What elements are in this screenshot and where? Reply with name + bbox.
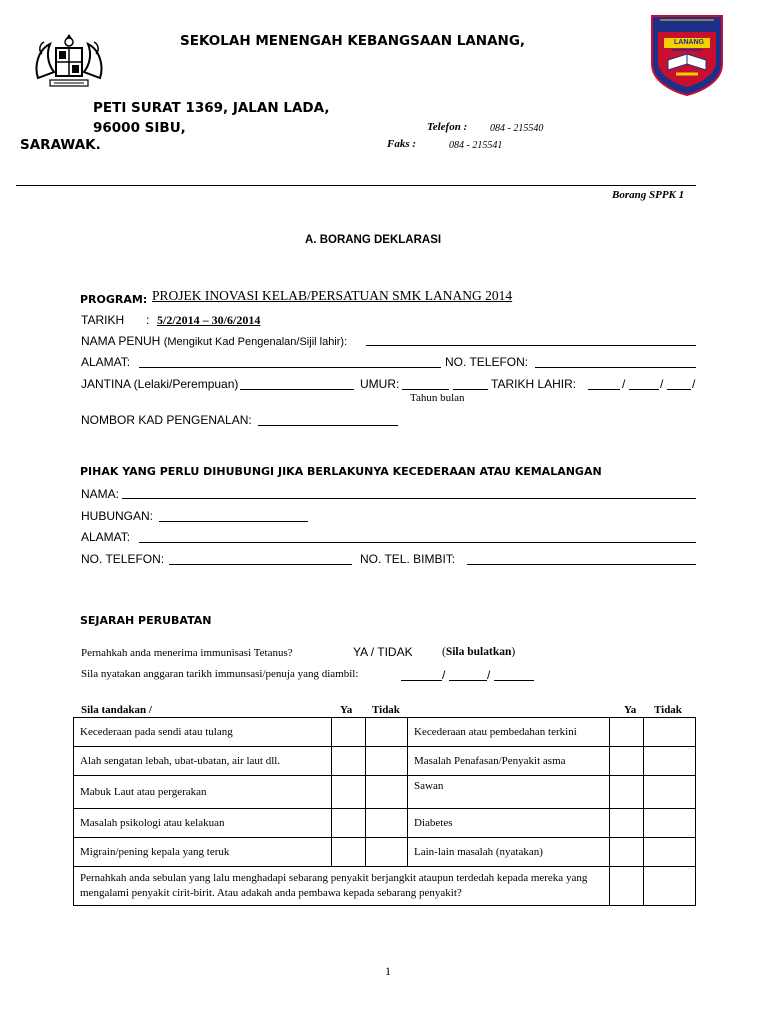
tetanus-note-close: ): [511, 646, 516, 658]
tarikh-label: TARIKH: [81, 313, 125, 327]
contact-no-tel-bimbit-field[interactable]: [467, 564, 696, 565]
contact-no-tel-bimbit-label: NO. TEL. BIMBIT:: [360, 552, 456, 566]
immunisation-slash-1: /: [442, 668, 446, 682]
checkbox-ya[interactable]: [610, 776, 644, 809]
checkbox-ya[interactable]: [610, 809, 644, 838]
infectious-disease-question: Pernahkah anda sebulan yang lalu menghadapi sebarang penyakit berjangkit ataupun terdedah kepada mereka yang mengalami penyakit cirit-birit. Atau adakah anda pembawa kepada sebarang penyakit?: [74, 867, 610, 906]
no-telefon-label: NO. TELEFON:: [445, 355, 529, 369]
umur-label: UMUR:: [360, 377, 400, 391]
tarikh-lahir-month-field[interactable]: [629, 389, 659, 390]
jantina-label: JANTINA (Lelaki/Perempuan): [81, 377, 239, 391]
program-value: PROJEK INOVASI KELAB/PERSATUAN SMK LANANG 2014: [152, 288, 513, 303]
table-row: [74, 718, 696, 747]
checkbox-ya[interactable]: [610, 838, 644, 867]
condition-left: Masalah psikologi atau kelakuan: [74, 809, 332, 838]
condition-left: Alah sengatan lebah, ubat-ubatan, air laut dll.: [74, 747, 332, 776]
umur-tahun-field[interactable]: [402, 389, 449, 390]
tetanus-options[interactable]: YA / TIDAK: [353, 645, 413, 659]
checkbox-tidak[interactable]: [366, 838, 408, 867]
tarikh-lahir-slash-3: /: [692, 377, 696, 391]
immunisation-date-question: Sila nyatakan anggaran tarikh immunsasi/penuja yang diambil:: [81, 668, 359, 680]
condition-right: Diabetes: [408, 809, 610, 838]
tarikh-lahir-slash-2: /: [660, 377, 664, 391]
condition-right: Kecederaan atau pembedahan terkini: [408, 718, 610, 747]
medical-heading: SEJARAH PERUBATAN: [80, 614, 212, 627]
tetanus-note-open: (: [442, 646, 446, 658]
contact-hubungan-field[interactable]: [159, 521, 308, 522]
condition-right: Sawan: [408, 776, 610, 809]
condition-right: Masalah Penafasan/Penyakit asma: [408, 747, 610, 776]
page-number: 1: [385, 964, 391, 978]
immunisation-month-field[interactable]: [449, 680, 487, 681]
umur-bulan-field[interactable]: [453, 389, 488, 390]
page-title: A. BORANG DEKLARASI: [305, 234, 442, 246]
contact-no-telefon-field[interactable]: [169, 564, 352, 565]
checkbox-tidak[interactable]: [644, 838, 696, 867]
contact-hubungan-label: HUBUNGAN:: [81, 509, 154, 523]
checkbox-ya[interactable]: [610, 747, 644, 776]
checkbox-tidak[interactable]: [366, 776, 408, 809]
checkbox-tidak[interactable]: [644, 776, 696, 809]
checkbox-tidak[interactable]: [366, 809, 408, 838]
checkbox-ya[interactable]: [332, 838, 366, 867]
government-crest-icon: [28, 28, 110, 94]
immunisation-slash-2: /: [487, 668, 491, 682]
checkbox-tidak[interactable]: [644, 718, 696, 747]
condition-left: Kecederaan pada sendi atau tulang: [74, 718, 332, 747]
tetanus-note-text: Sila bulatkan: [445, 646, 512, 658]
address-line-3: SARAWAK.: [20, 137, 101, 153]
checkbox-tidak[interactable]: [644, 809, 696, 838]
contact-heading: PIHAK YANG PERLU DIHUBUNGI JIKA BERLAKUNYA KECEDERAAN ATAU KEMALANGAN: [80, 465, 602, 478]
checkbox-ya[interactable]: [332, 718, 366, 747]
checkbox-ya[interactable]: [610, 867, 644, 906]
program-label: PROGRAM:: [80, 293, 148, 306]
col-ya-left: Ya: [340, 704, 353, 716]
nama-penuh-note: (Mengikut Kad Pengenalan/Sijil lahir):: [163, 336, 348, 348]
tarikh-lahir-slash-1: /: [622, 377, 626, 391]
no-telefon-field[interactable]: [535, 367, 696, 368]
alamat-field[interactable]: [139, 367, 441, 368]
nama-penuh-label: [81, 334, 347, 348]
checkbox-ya[interactable]: [332, 809, 366, 838]
checkbox-ya[interactable]: [610, 718, 644, 747]
tarikh-value: 5/2/2014 – 30/6/2014: [157, 313, 261, 327]
table-row: [74, 776, 696, 809]
nombor-kp-field[interactable]: [258, 425, 398, 426]
col-tidak-right: Tidak: [654, 704, 682, 716]
address-line-2: 96000 SIBU,: [93, 120, 186, 136]
checkbox-ya[interactable]: [332, 747, 366, 776]
col-tidak-left: Tidak: [372, 704, 400, 716]
tetanus-note: [442, 646, 515, 658]
tetanus-question: Pernahkah anda menerima immunisasi Tetanus?: [81, 647, 293, 659]
tarikh-lahir-label: TARIKH LAHIR:: [491, 377, 577, 391]
table-row: [74, 809, 696, 838]
checkbox-tidak[interactable]: [644, 747, 696, 776]
tarikh-colon: :: [146, 313, 150, 327]
table-row: [74, 747, 696, 776]
immunisation-day-field[interactable]: [401, 680, 442, 681]
checkbox-tidak[interactable]: [366, 718, 408, 747]
checkbox-tidak[interactable]: [366, 747, 408, 776]
medical-checklist-table: [73, 717, 696, 906]
table-row: [74, 867, 696, 906]
jantina-field[interactable]: [240, 389, 354, 390]
school-name: SEKOLAH MENENGAH KEBANGSAAN LANANG,: [180, 33, 526, 49]
tahun-bulan-caption: Tahun bulan: [410, 392, 465, 404]
checkbox-ya[interactable]: [332, 776, 366, 809]
contact-alamat-label: ALAMAT:: [81, 530, 131, 544]
table-row: [74, 838, 696, 867]
phone-label: Telefon :: [427, 121, 468, 133]
school-logo-icon: [650, 14, 724, 96]
contact-nama-field[interactable]: [122, 498, 696, 499]
contact-nama-label: NAMA:: [81, 487, 120, 501]
form-code: Borang SPPK 1: [612, 189, 685, 201]
header-divider: [16, 185, 696, 186]
condition-left: Migrain/pening kepala yang teruk: [74, 838, 332, 867]
address-line-1: PETI SURAT 1369, JALAN LADA,: [93, 100, 330, 116]
contact-no-telefon-label: NO. TELEFON:: [81, 552, 165, 566]
tarikh-lahir-year-field[interactable]: [667, 389, 691, 390]
fax-value: 084 - 215541: [449, 140, 503, 151]
nombor-kp-label: NOMBOR KAD PENGENALAN:: [81, 413, 252, 427]
condition-right: Lain-lain masalah (nyatakan): [408, 838, 610, 867]
nama-penuh-text: NAMA PENUH: [81, 334, 161, 348]
tarikh-lahir-day-field[interactable]: [588, 389, 620, 390]
nama-penuh-field[interactable]: [366, 345, 696, 346]
contact-alamat-field[interactable]: [139, 542, 696, 543]
checkbox-tidak[interactable]: [644, 867, 696, 906]
col-ya-right: Ya: [624, 704, 637, 716]
immunisation-year-field[interactable]: [494, 680, 534, 681]
alamat-label: ALAMAT:: [81, 355, 131, 369]
school-logo-label: LANANG: [674, 39, 704, 46]
table-instruction: Sila tandakan /: [81, 704, 152, 716]
phone-value: 084 - 215540: [490, 123, 544, 134]
condition-left: Mabuk Laut atau pergerakan: [74, 776, 332, 809]
fax-label: Faks :: [387, 138, 417, 150]
